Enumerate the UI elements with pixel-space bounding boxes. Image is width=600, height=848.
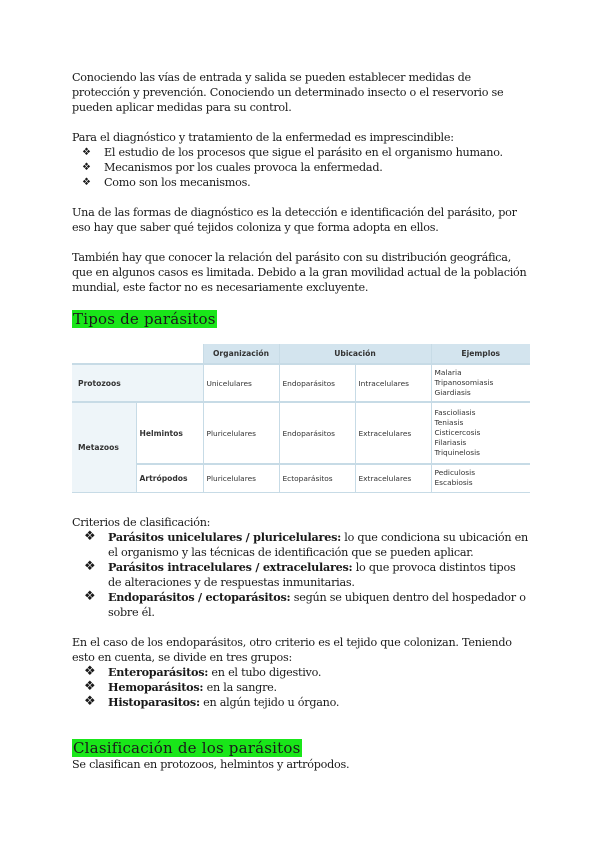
list-item: ❖ Parásitos intracelulares / extracelulares: lo que provoca distintos tipos de alteraciones y de respuestas inmunitarias. — [84, 558, 516, 589]
endoparasitos-list — [72, 665, 532, 710]
endoparasitos-intro: En el caso de los endoparásitos, otro criterio es el tejido que colonizan. Teniendo esto en cuenta, se divide en tres grupos: — [72, 635, 512, 664]
paragraph-vias: Conociendo las vías de entrada y salida se pueden establecer medidas de protección y prevención. Conociendo un determinado insecto o el reservorio se pueden aplicar medidas para su control. — [72, 71, 504, 114]
diamond-bullet-icon: ❖ — [84, 663, 96, 679]
section-title-clasificacion: Clasificación de los parásitos — [73, 738, 301, 757]
table-cell-examples: Pediculosis Escabiosis — [431, 464, 530, 492]
diamond-bullet-icon: ❖ — [82, 177, 91, 188]
table-row — [72, 364, 530, 402]
table-cell: Endoparásitos — [279, 364, 355, 402]
table-cell: Intracelulares — [355, 364, 431, 402]
row-label-helmintos: Helmintos — [136, 402, 203, 464]
header-organizacion: Organización — [203, 344, 279, 364]
paragraph-distribucion: También hay que conocer la relación del parásito con su distribución geográfica, que en algunos casos es limitada. Debido a la gran movilidad actual de la población mundial, este factor no es necesariamente excluyente. — [72, 251, 527, 294]
list-item: ❖ Parásitos unicelulares / pluricelulares: lo que condiciona su ubicación en el organismo y las técnicas de identificación que se pueden aplicar. — [84, 528, 528, 559]
table-cell-examples: Fascioliasis Teniasis Cisticercosis Filariasis Triquinelosis — [431, 402, 530, 464]
diamond-bullet-icon: ❖ — [84, 558, 96, 574]
diamond-bullet-icon: ❖ — [84, 528, 96, 544]
table-cell: Pluricelulares — [203, 464, 279, 492]
row-label-protozoos: Protozoos — [72, 364, 203, 402]
row-label-artropodos: Artrópodos — [136, 464, 203, 492]
table-cell: Unicelulares — [203, 364, 279, 402]
header-ejemplos: Ejemplos — [431, 344, 530, 364]
document-page — [72, 70, 532, 772]
diamond-bullet-icon: ❖ — [82, 147, 91, 158]
table-cell: Ectoparásitos — [279, 464, 355, 492]
list-item: ❖ Hemoparásitos: en la sangre. — [84, 678, 277, 694]
diamond-bullet-icon: ❖ — [84, 693, 96, 709]
list-item: ❖ Histoparasitos: en algún tejido u órgano. — [84, 693, 340, 709]
diagnostico-list — [72, 145, 532, 190]
diamond-bullet-icon: ❖ — [84, 678, 96, 694]
section-title-tipos: Tipos de parásitos — [73, 310, 216, 328]
table-cell: Extracelulares — [355, 402, 431, 464]
parasite-types-table — [72, 344, 530, 493]
criteria-intro: Criterios de clasificación: — [72, 515, 211, 529]
list-item: ❖ Como son los mecanismos. — [82, 176, 251, 189]
criteria-list — [72, 530, 532, 620]
list-item: ❖ Mecanismos por los cuales provoca la enfermedad. — [82, 161, 383, 174]
table-cell-examples: Malaria Tripanosomiasis Giardiasis — [431, 364, 530, 402]
paragraph-clasificacion: Se clasifican en protozoos, helmintos y artrópodos. — [72, 757, 350, 771]
table-cell: Pluricelulares — [203, 402, 279, 464]
diamond-bullet-icon: ❖ — [84, 588, 96, 604]
paragraph-deteccion: Una de las formas de diagnóstico es la detección e identificación del parásito, por eso hay que saber qué tejidos coloniza y que forma adopta en ellos. — [72, 206, 517, 234]
list-item: ❖ Enteroparásitos: en el tubo digestivo. — [84, 663, 322, 679]
diamond-bullet-icon: ❖ — [82, 162, 91, 173]
row-label-metazoos: Metazoos — [72, 402, 136, 492]
table-row — [72, 464, 530, 492]
table-row — [72, 402, 530, 464]
list-item: ❖ El estudio de los procesos que sigue el parásito en el organismo humano. — [82, 146, 503, 159]
list-item: ❖ Endoparásitos / ectoparásitos: según se ubiquen dentro del hospedador o sobre él. — [84, 588, 526, 619]
table-cell: Endoparásitos — [279, 402, 355, 464]
header-ubicacion: Ubicación — [279, 344, 431, 364]
table-cell: Extracelulares — [355, 464, 431, 492]
paragraph-diagnostico: Para el diagnóstico y tratamiento de la enfermedad es imprescindible: — [72, 131, 454, 144]
